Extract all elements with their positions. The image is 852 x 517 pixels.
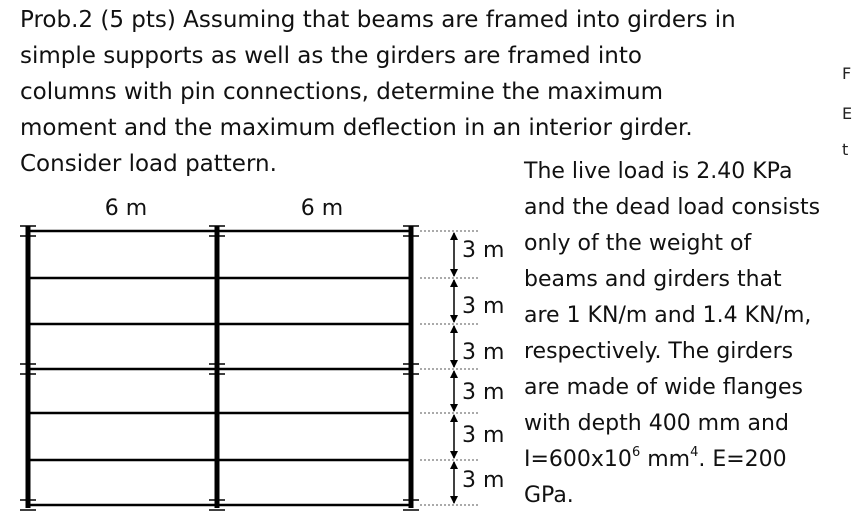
load-line: GPa. xyxy=(524,483,574,508)
modulus-suffix: . E=200 xyxy=(698,447,787,472)
load-line: are 1 KN/m and 1.4 KN/m, xyxy=(524,303,812,328)
edge-mark: E xyxy=(842,104,852,123)
problem-line: columns with pin connections, determine the maximum xyxy=(20,79,664,105)
span-label-left: 6 m xyxy=(104,196,148,221)
load-line: only of the weight of xyxy=(524,231,752,256)
edge-mark: F xyxy=(842,64,852,83)
load-line: are made of wide flanges xyxy=(524,375,804,400)
load-line: beams and girders that xyxy=(524,267,782,292)
problem-line: Consider load pattern. xyxy=(20,151,277,177)
load-line: and the dead load consists xyxy=(524,195,821,220)
span-label-right: 6 m xyxy=(300,196,344,221)
spacing-label: 3 m xyxy=(462,380,505,405)
spacing-label: 3 m xyxy=(462,423,505,448)
edge-mark: t xyxy=(842,140,849,159)
modulus-unit: mm xyxy=(640,447,691,472)
modulus-unit-exponent: 4 xyxy=(690,444,699,460)
spacing-label: 3 m xyxy=(462,238,505,263)
modulus-exponent: 6 xyxy=(631,444,641,460)
dimension-extensions xyxy=(420,231,480,505)
load-line: The live load is 2.40 KPa xyxy=(524,159,793,184)
arrow-heads xyxy=(450,232,458,504)
spacing-label: 3 m xyxy=(462,294,505,319)
problem-line: simple supports as well as the girders are framed into xyxy=(20,43,642,69)
load-line: respectively. The girders xyxy=(524,339,794,364)
load-line: with depth 400 mm and xyxy=(524,411,789,436)
spacing-label: 3 m xyxy=(462,468,505,493)
problem-line: Prob.2 (5 pts) Assuming that beams are framed into girders in xyxy=(20,7,736,33)
spacing-label: 3 m xyxy=(462,340,505,365)
problem-line: moment and the maximum deflection in an interior girder. xyxy=(20,115,693,141)
modulus-prefix: I=600x10 xyxy=(524,447,632,472)
